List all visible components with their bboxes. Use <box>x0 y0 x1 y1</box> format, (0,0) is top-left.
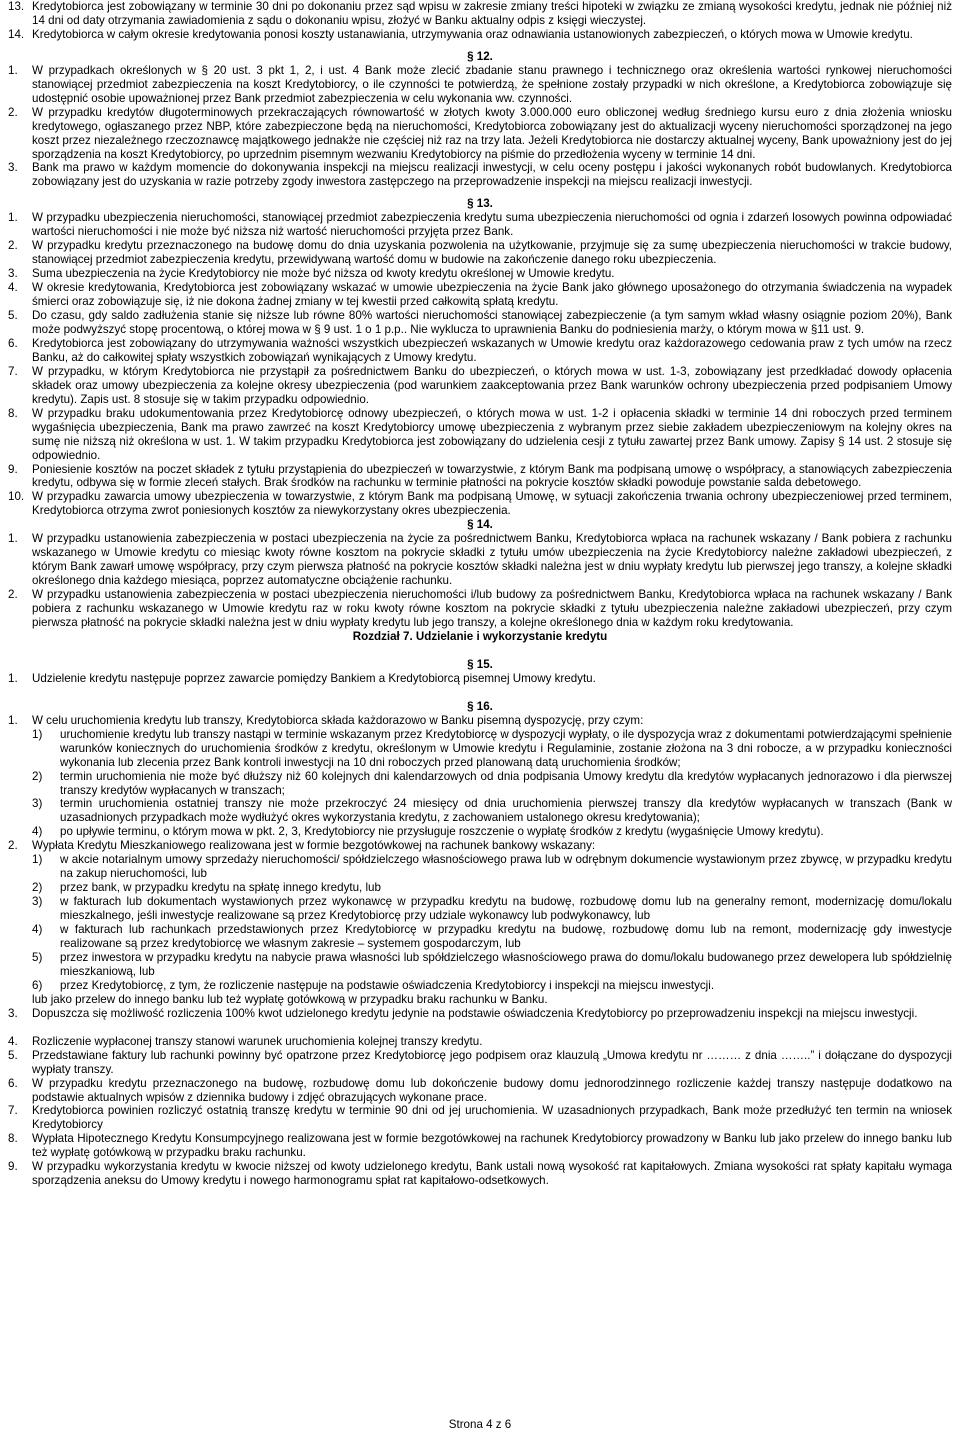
item-number: 2. <box>8 588 18 602</box>
s12-item-2 <box>8 106 952 162</box>
s16-item-3 <box>8 1007 952 1021</box>
s16-item-2-sub-3 <box>32 895 952 923</box>
s16-item-1-sub-4 <box>32 825 952 839</box>
s12-item-3 <box>8 161 952 189</box>
par11-tail <box>8 0 952 42</box>
sub-number: 3) <box>32 895 43 909</box>
s16-item-2-sub-1 <box>32 853 952 881</box>
s16-item-1 <box>8 714 952 728</box>
item-text: Przedstawiane faktury lub rachunki powinny być opatrzone przez Kredytobiorcę jego podpisem oraz klauzulą „Umowa kredytu nr ……… z dnia ……..” i dołączane do dyspozycji wypłaty transzy. <box>32 1048 952 1076</box>
item-text: Kredytobiorca powinien rozliczyć ostatnią transzę kredytu w terminie 90 dni od jej uruchomienia. W uzasadnionych przypadkach, Bank może przedłużyć ten termin na wniosek Kredytobiorcy <box>32 1104 952 1132</box>
section-16-heading: § 16. <box>467 699 493 713</box>
item-text: W przypadku kredytu przeznaczonego na budowę, rozbudowę domu lub dokończenie budowy domu jednorodzinnego rozliczenie każdej transzy następuje dodatkowo na podstawie aktualnych wpisów z dziennika budowy i zdjęć obrazujących wykonane prace. <box>32 1076 952 1104</box>
sub-number: 5) <box>32 950 43 964</box>
item-number: 8. <box>8 406 18 420</box>
item-number: 1. <box>8 63 18 77</box>
s16-item-8 <box>8 1132 952 1160</box>
sub-text: w fakturach lub rachunkach przedstawionych przez Kredytobiorcę w przypadku kredytu na budowę, rozbudowę domu lub na remont, modernizację gdy inwestycje realizowane są przez kredytobiorcę we własnym zakresie – systemem gospodarczym, lub <box>60 923 952 950</box>
item-number: 3. <box>8 1006 18 1020</box>
s13-item-6 <box>8 337 952 365</box>
s13-item-9 <box>8 463 952 491</box>
item-number: 1. <box>8 671 18 685</box>
item-number: 2. <box>8 839 18 853</box>
s13-item-2 <box>8 239 952 267</box>
item-text: Rozliczenie wypłaconej transzy stanowi warunek uruchomienia kolejnej transzy kredytu. <box>32 1034 483 1048</box>
item-number: 2. <box>8 239 18 253</box>
item-text: Suma ubezpieczenia na życie Kredytobiorcy nie może być niższa od kwoty kredytu określonej w Umowie kredytu. <box>32 267 615 281</box>
section-12 <box>8 50 952 190</box>
sub-number: 4) <box>32 923 43 937</box>
item-number: 5. <box>8 309 18 323</box>
s16-item-6 <box>8 1077 952 1105</box>
item-number: 2. <box>8 105 18 119</box>
s16-item-1-sub-1 <box>32 728 952 770</box>
s14-item-1 <box>8 532 952 588</box>
item-text: Kredytobiorca jest zobowiązany do utrzymywania ważności wszystkich ubezpieczeń wskazanych w Umowie kredytu oraz każdorazowego cedowania praw z tych umów na rzecz Banku, aż do całkowitej spłaty wszystkich zobowiązań wynikających z Umowy kredytu. <box>32 336 952 364</box>
sub-number: 2) <box>32 769 43 783</box>
s13-item-4 <box>8 281 952 309</box>
s15-item-1 <box>8 672 952 686</box>
item-text: Wypłata Kredytu Mieszkaniowego realizowana jest w formie bezgotówkowej na rachunek bankowy wskazany: <box>32 839 596 853</box>
item-text: lub jako przelew do innego banku lub też wypłatę gotówkową w przypadku braku rachunku w Banku. <box>32 992 548 1006</box>
sub-text: w akcie notarialnym umowy sprzedaży nieruchomości/ spółdzielczego własnościowego prawa lub w odrębnym dokumencie wystawionym przez zbywcę, w przypadku kredytu na zakup nieruchomości, lub <box>60 853 952 881</box>
sub-number: 3) <box>32 797 43 811</box>
item-number: 7. <box>8 364 18 378</box>
s16-item-7 <box>8 1104 952 1132</box>
page-footer: Strona 4 z 6 <box>448 1418 512 1431</box>
sub-number: 1) <box>32 853 43 867</box>
item-text: W okresie kredytowania, Kredytobiorca jest zobowiązany wskazać w umowie ubezpieczenia na życie Bank jako głównego uposażonego do otrzymania świadczenia na wypadek śmierci oraz zobowiązuje się, iż nie dokona żadnej zmiany w tej kwestii przed całkowitą spłatą kredytu. <box>32 281 952 309</box>
item-number: 9. <box>8 1160 18 1174</box>
s13-item-1 <box>8 211 952 239</box>
item-text: W przypadku wykorzystania kredytu w kwocie niższej od kwoty udzielonego kredytu, Bank ustali nową wysokość rat kapitałowych. Zmiana wysokości rat spłaty kapitału wymaga sporządzenia aneksu do Umowy kredytu i nowego harmonogramu spłat rat kapitałowo-odsetkowych. <box>32 1160 952 1188</box>
s13-item-10 <box>8 490 952 518</box>
s16-item-1-sub-2 <box>32 770 952 798</box>
item-text: W przypadku, w którym Kredytobiorca nie przystąpił za pośrednictwem Banku do ubezpieczeń, o których mowa w ust. 1-3, zobowiązany jest przedkładać dowody opłacenia składek oraz umowy ubezpieczenia za kolejne okresy ubezpieczenia (pod warunkiem zaakceptowania przez Bank warunków ochrony ubezpieczenia przed podpisaniem Umowy kredytu). Zapis ust. 8 stosuje się w takim przypadku odpowiednio. <box>32 364 952 406</box>
item-text: W przypadku ustanowienia zabezpieczenia w postaci ubezpieczenia na życie za pośrednictwem Banku, Kredytobiorca wpłaca na rachunek wskazany / Bank pobiera z rachunku wskazanego w Umowie kredytu co miesiąc kwoty równe kosztom na pokrycie składki z tytułu umów ubezpieczenia na życie Kredytobiorcy należne zakładowi ubezpieczeń, z którym Bank zawarł umowę współpracy, przy czym pierwsza płatność na pokrycie kosztów składki należna jest w dniu wypłaty kredytu lub pierwszej jego transzy, a kolejne składki określonego dnia każdego miesiąca, poprzez automatyczne obciążenie rachunku. <box>32 532 952 588</box>
sub-number: 1) <box>32 727 43 741</box>
item-text: Kredytobiorca w całym okresie kredytowania ponosi koszty ustanawiania, utrzymywania oraz odnawiania ustanowionych zabezpieczeń, o których mowa w Umowie kredytu. <box>32 27 913 41</box>
sub-number: 2) <box>32 881 43 895</box>
item-number: 1. <box>8 713 18 727</box>
par11-item-14 <box>8 28 952 42</box>
item-number: 1. <box>8 532 18 546</box>
item-text: W przypadku kredytu przeznaczonego na budowę domu do dnia uzyskania pozwolenia na użytkowanie, przyjmuje się za sumę ubezpieczenia nieruchomości w trakcie budowy, stanowiącej przedmiot zabezpieczenia kredytu, przewidywaną wartość domu w budowie na zakończenie danego roku ubezpieczenia. <box>32 239 952 267</box>
section-13-heading: § 13. <box>467 197 493 211</box>
s13-item-7 <box>8 365 952 407</box>
item-number: 6. <box>8 336 18 350</box>
item-number: 13. <box>8 0 25 13</box>
s13-item-3 <box>8 267 952 281</box>
sub-text: uruchomienie kredytu lub transzy nastąpi w terminie wskazanym przez Kredytobiorcę w dyspozycji wypłaty, o ile dyspozycja wraz z dokumentami potwierdzającymi spełnienie warunków koniecznych do uruchomienia środków z kredytu, określonym w Umowie kredytu i Regulaminie, zostanie złożona na 3 dni robocze, a w przypadku konieczności wykonania lub zlecenia przez Bank kontroli inwestycji na 10 dni roboczych przed planowaną datą uruchomienia środków; <box>60 727 952 769</box>
section-15 <box>8 658 952 686</box>
section-12-heading: § 12. <box>467 49 493 63</box>
item-text: Wypłata Hipotecznego Kredytu Konsumpcyjnego realizowana jest w formie bezgotówkowej na rachunek Kredytobiorcy prowadzony w Banku lub jako przelew do innego banku lub też wypłatę gotówkową w przypadku braku rachunku. <box>32 1132 952 1160</box>
item-text: Bank ma prawo w każdym momencie do dokonywania inspekcji na miejscu realizacji inwestycji, w celu oceny postępu i jakości wykonanych robót budowlanych. Kredytobiorca zobowiązany jest do uzyskania w razie potrzeby zgody inwestora zastępczego na przeprowadzenie inspekcji na miejscu realizacji inwestycji. <box>32 161 952 189</box>
s16-item-2-sub-6 <box>32 979 952 993</box>
item-number: 8. <box>8 1132 18 1146</box>
item-text: W przypadku ustanowienia zabezpieczenia w postaci ubezpieczenia nieruchomości i/lub budowy za pośrednictwem Banku, Kredytobiorca wpłaca na rachunek wskazany / Bank pobiera z rachunku wskazanego w Umowie kredytu raz w roku kwoty równe kosztom na pokrycie składki z tytułu ubezpieczenia należne zakładowi ubezpieczeń, przy czym pierwsza płatność na pokrycie składki należna jest w dniu wypłaty kredytu lub jego transzy, a kolejne określonego dnia w każdym roku kredytowania. <box>32 588 952 629</box>
item-text: W celu uruchomienia kredytu lub transzy, Kredytobiorca składa każdorazowo w Banku pisemną dyspozycję, przy czym: <box>32 713 644 727</box>
s14-item-2 <box>8 588 952 630</box>
sub-text: przez inwestora w przypadku kredytu na nabycie prawa własności lub spółdzielczego własnościowego prawa do domu/lokalu budowanego przez dewelopera lub spółdzielnię mieszkaniową, lub <box>60 950 952 978</box>
item-number: 10. <box>8 490 25 504</box>
item-text: W przypadku ubezpieczenia nieruchomości, stanowiącej przedmiot zabezpieczenia kredytu suma ubezpieczenia nieruchomości od ognia i zdarzeń losowych powinna odpowiadać wartości nieruchomości i nie może być niższa niż wartość nieruchomości przyjęta przez Bank. <box>32 211 952 239</box>
s16-item-2-sub-4 <box>32 923 952 951</box>
section-15-heading: § 15. <box>467 657 493 671</box>
item-number: 3. <box>8 161 18 175</box>
item-number: 6. <box>8 1076 18 1090</box>
item-text: Do czasu, gdy saldo zadłużenia stanie się niższe lub równe 80% wartości nieruchomości stanowiącej zabezpieczenie (a tym samym wkład własny osiągnie poziom 20%), Bank może podwyższyć stopę procentową, o której mowa w § 9 ust. 1 o 1 p.p.. Nie wyklucza to uprawnienia Banku do podniesienia marży, o którym mowa w §11 ust. 9. <box>32 309 952 336</box>
item-number: 5. <box>8 1048 18 1062</box>
section-16 <box>8 700 952 1188</box>
s16-item-2-after <box>8 993 952 1007</box>
item-text: Dopuszcza się możliwość rozliczenia 100% kwot udzielonego kredytu jedynie na podstawie oświadczenia Kredytobiorcy po przeprowadzeniu inspekcji na miejscu inwestycji. <box>32 1006 918 1020</box>
item-text: Udzielenie kredytu następuje poprzez zawarcie pomiędzy Bankiem a Kredytobiorcą pisemnej Umowy kredytu. <box>32 671 596 685</box>
s16-item-1-sub-3 <box>32 797 952 825</box>
chapter-7-title: Rozdział 7. Udzielanie i wykorzystanie kredytu <box>352 629 608 643</box>
item-number: 7. <box>8 1104 18 1118</box>
sub-text: termin uruchomienia nie może być dłuższy niż 60 kolejnych dni kalendarzowych od dnia podpisania Umowy kredytu dla kredytów wypłacanych jednorazowo i dla pierwszej transzy kredytów wypłacanych w transzach; <box>60 769 952 797</box>
item-text: W przypadkach określonych w § 20 ust. 3 pkt 1, 2, i ust. 4 Bank może zlecić zbadanie stanu prawnego i technicznego oraz określenia wartości rynkowej nieruchomości stanowiącej przedmiot zabezpieczenia na koszt Kredytobiorcy, o ile czynności te potwierdzą, że spełnione zostały przypadki w nich określone, a Kredytobiorca zobowiązuje się udostępnić osobie upoważnionej przez Bank przedmiot zabezpieczenia w celu wykonania ww. czynności. <box>32 63 952 105</box>
sub-text: po upływie terminu, o którym mowa w pkt. 2, 3, Kredytobiorcy nie przysługuje roszczenie o wypłatę środków z kredytu (wygaśnięcie Umowy kredytu). <box>60 825 824 839</box>
s13-item-8 <box>8 407 952 463</box>
sub-text: w fakturach lub dokumentach wystawionych przez wykonawcę w przypadku kredytu na budowę, rozbudowę domu lub na generalny remont, modernizację domu/lokalu mieszkalnego, jeśli inwestycje realizowane są przez Kredytobiorcę przy udziale wykonawcy lub podwykonawcy, lub <box>60 895 952 923</box>
section-14-heading: § 14. <box>467 518 493 532</box>
item-text: W przypadku zawarcia umowy ubezpieczenia w towarzystwie, z którym Bank ma podpisaną Umowę, w sytuacji zakończenia trwania ochrony ubezpieczeniowej przed terminem, Kredytobiorca otrzyma zwrot poniesionych kosztów za niewykorzystany okres ubezpieczenia. <box>32 490 952 518</box>
item-text: Poniesienie kosztów na poczet składek z tytułu przystąpienia do ubezpieczeń w towarzystwie, z którym Bank ma podpisaną umowę o współpracy, a stanowiących zabezpieczenia kredytu, odbywa się w formie zleceń stałych. Brak środków na rachunku w terminie płatności na pokrycie kosztów składki powoduje powstanie salda debetowego. <box>32 462 952 490</box>
item-number: 1. <box>8 211 18 225</box>
sub-number: 6) <box>32 978 43 992</box>
item-number: 9. <box>8 462 18 476</box>
document-page <box>8 0 952 1188</box>
section-13 <box>8 197 952 518</box>
s16-item-9 <box>8 1160 952 1188</box>
s16-item-2 <box>8 839 952 853</box>
s16-item-5 <box>8 1049 952 1077</box>
s16-item-4 <box>8 1035 952 1049</box>
sub-text: przez Kredytobiorcę, z tym, że rozliczenie następuje na podstawie oświadczenia Kredytobiorcy i inspekcji na miejscu inwestycji. <box>60 978 715 992</box>
s13-item-5 <box>8 309 952 337</box>
item-text: W przypadku kredytów długoterminowych przekraczających równowartość w złotych kwoty 3.000.000 euro obliczonej według średniego kursu euro z dnia złożenia wniosku kredytowego, ogłaszanego przez NBP, które zabezpieczone będą na nieruchomości, Kredytobiorca zobowiązany jest do aktualizacji wyceny nieruchomości sporządzonej na jego koszt przez niezależnego rzeczoznawcę majątkowego jednakże nie częściej niż raz na trzy lata. Jeżeli Kredytobiorca nie dostarczy aktualnej wyceny, Bank upoważniony jest do jej sporządzenia na koszt Kredytobiorcy, po uprzednim pisemnym wezwaniu Kredytobiorcy na piśmie do przedłożenia wyceny w terminie 14 dni. <box>32 105 952 161</box>
item-number: 3. <box>8 267 18 281</box>
item-number: 4. <box>8 1034 18 1048</box>
sub-text: przez bank, w przypadku kredytu na spłatę innego kredytu, lub <box>60 881 381 895</box>
sub-text: termin uruchomienia ostatniej transzy nie może przekroczyć 24 miesięcy od dnia uruchomienia pierwszej transzy dla kredytów wypłacanych w transzach (Bank w uzasadnionych przypadkach może wydłużyć okres wykorzystania kredytu, z zachowaniem ustalonego okresu kredytowania); <box>60 797 952 825</box>
item-text: W przypadku braku udokumentowania przez Kredytobiorcę odnowy ubezpieczeń, o których mowa w ust. 1-2 i opłacenia składki w terminie 14 dni roboczych przed terminem wygaśnięcia ubezpieczenia, Bank ma prawo zawrzeć na koszt Kredytobiorcy umowę ubezpieczenia z wybranym przez siebie zakładem ubezpieczeniowym na kolejny okres na sumę nie niższą niż określona w ust. 1. W takim przypadku Kredytobiorca jest zobowiązany do udzielenia cesji z tytułu zawartej przez Bank umowy. Zapisy § 14 ust. 2 stosuje się odpowiednio. <box>32 406 952 462</box>
s12-item-1 <box>8 64 952 106</box>
item-text: Kredytobiorca jest zobowiązany w terminie 30 dni po dokonaniu przez sąd wpisu w zakresie zmiany treści hipoteki w związku ze zmianą wysokości kredytu, jednak nie później niż 14 dni od daty otrzymania zawiadomienia z sądu o dokonaniu wpisu, złożyć w Banku aktualny odpis z księgi wieczystej. <box>32 0 952 27</box>
section-14 <box>8 518 952 630</box>
s16-item-2-sub-2 <box>32 881 952 895</box>
par11-item-13 <box>8 0 952 28</box>
item-number: 14. <box>8 27 25 41</box>
item-number: 4. <box>8 281 18 295</box>
sub-number: 4) <box>32 825 43 839</box>
s16-item-2-sub-5 <box>32 951 952 979</box>
